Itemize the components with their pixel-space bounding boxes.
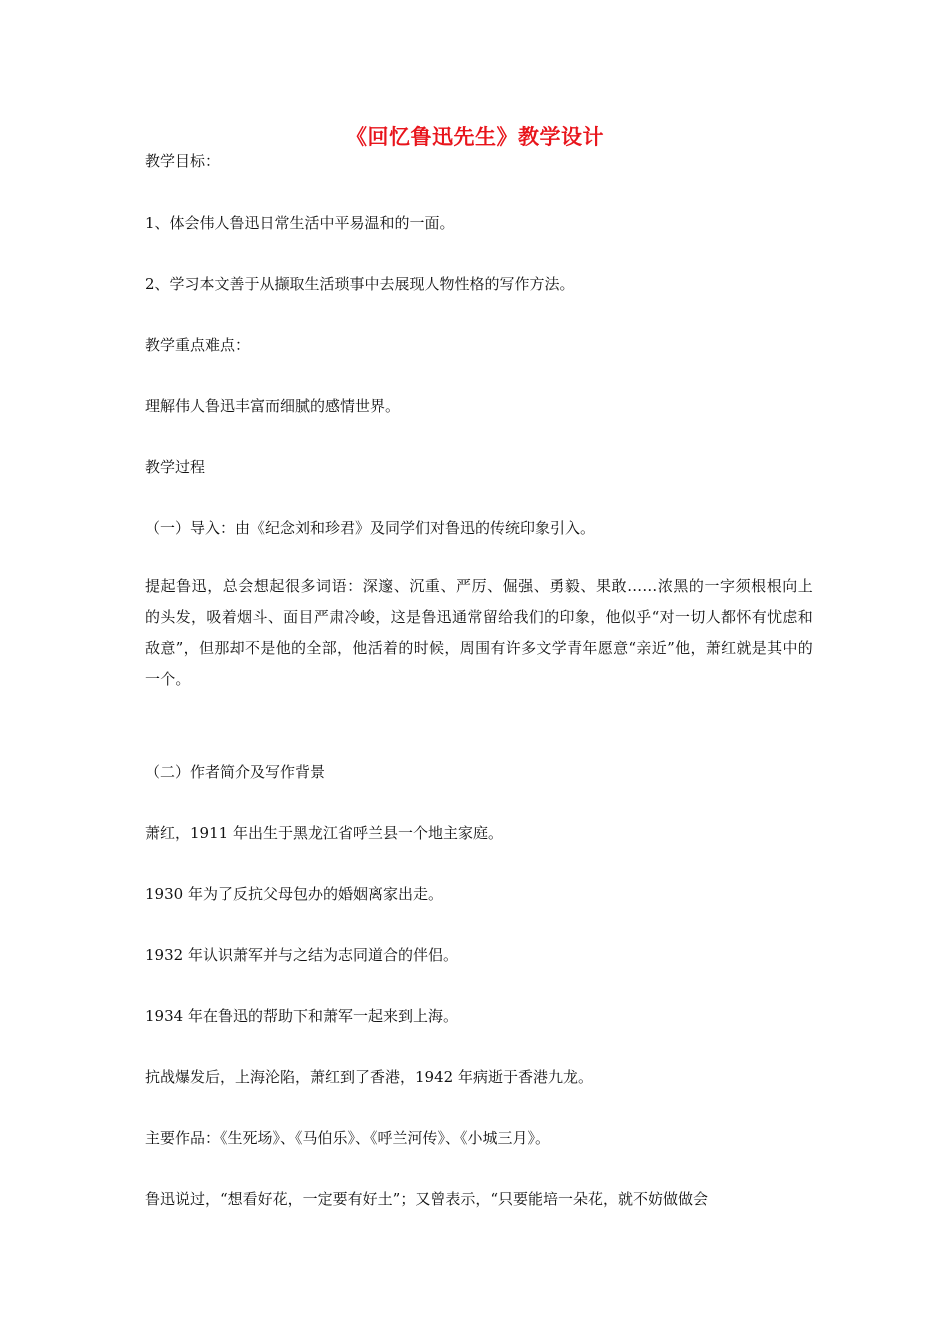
key-points-heading: 教学重点难点： xyxy=(145,336,251,354)
objectives-heading: 教学目标： xyxy=(145,152,221,170)
bio-line-3: 1932 年认识萧军并与之结为志同道合的伴侣。 xyxy=(145,946,458,964)
section-1-heading: （一）导入：由《纪念刘和珍君》及同学们对鲁迅的传统印象引入。 xyxy=(145,519,596,537)
section-2-heading: （二）作者简介及写作背景 xyxy=(145,763,326,781)
bio-line-1: 萧红，1911 年出生于黑龙江省呼兰县一个地主家庭。 xyxy=(145,824,503,842)
objective-item-2: 2、学习本文善于从撷取生活琐事中去展现人物性格的写作方法。 xyxy=(145,275,575,293)
bio-line-4: 1934 年在鲁迅的帮助下和萧军一起来到上海。 xyxy=(145,1007,458,1025)
quote-line: 鲁迅说过，“想看好花，一定要有好土”；又曾表示，“只要能培一朵花，就不妨做做会 xyxy=(145,1190,709,1208)
objective-item-1: 1、体会伟人鲁迅日常生活中平易温和的一面。 xyxy=(145,214,455,232)
bio-line-5: 抗战爆发后，上海沦陷，萧红到了香港，1942 年病逝于香港九龙。 xyxy=(145,1068,593,1086)
bio-line-2: 1930 年为了反抗父母包办的婚姻离家出走。 xyxy=(145,885,443,903)
intro-paragraph: 提起鲁迅，总会想起很多词语：深邃、沉重、严厉、倔强、勇毅、果敢……浓黑的一字须根根向上的头发，吸着烟斗、面目严肃冷峻，这是鲁迅通常留给我们的印象，他似乎“对一切人都怀有忧虑和敌意”，但那却不是他的全部，他活着的时候，周围有许多文学青年愿意“亲近”他，萧红就是其中的一个。 xyxy=(145,577,813,688)
works-line: 主要作品：《生死场》、《马伯乐》、《呼兰河传》、《小城三月》。 xyxy=(145,1129,551,1147)
process-heading: 教学过程 xyxy=(145,458,206,476)
document-title: 《回忆鲁迅先生》教学设计 xyxy=(346,125,604,149)
key-points-text: 理解伟人鲁迅丰富而细腻的感情世界。 xyxy=(145,397,401,415)
